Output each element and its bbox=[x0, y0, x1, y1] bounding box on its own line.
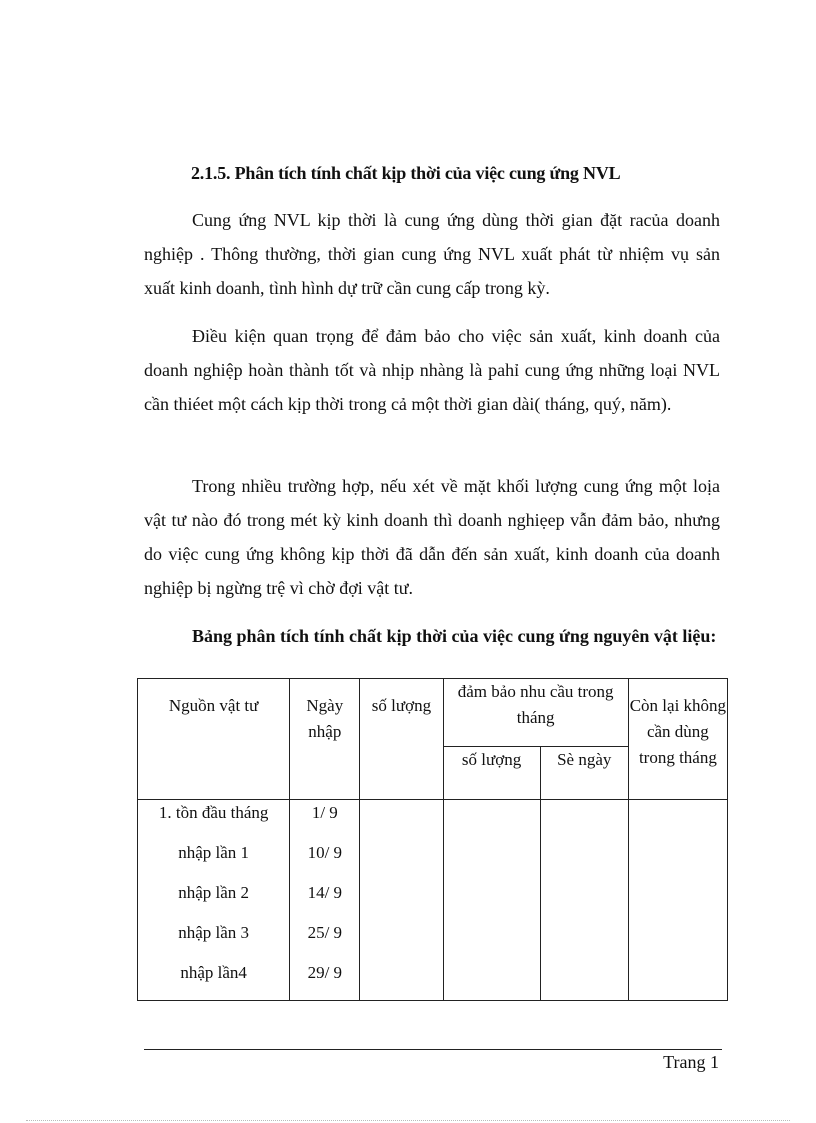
remaining-column bbox=[628, 800, 727, 1001]
paragraph-3: Trong nhiều trường hợp, nếu xét về mặt khối lượng cung ứng một loịa vật tư nào đó trong mét kỳ kinh doanh thì doanh nghiẹep vẫn đảm bảo, nhưng do việc cung ứng không kịp thời đã dẫn đến sản xuất, kinh doanh của doanh nghiệp bị ngừng trệ vì chờ đợi vật tư. bbox=[144, 476, 720, 598]
row-date-2: 10/ 9 bbox=[307, 843, 343, 862]
row-source-3: nhập lần 2 bbox=[178, 883, 250, 902]
paragraph-1: Cung ứng NVL kịp thời là cung ứng dùng thời gian đặt racủa doanh nghiệp . Thông thường, thời gian cung ứng NVL xuất phát từ nhiệm vụ sản xuất kinh doanh, tình hình dự trữ cần cung cấp trong kỳ. bbox=[144, 210, 720, 298]
section-heading: 2.1.5. Phân tích tính chất kịp thời của việc cung ứng NVL bbox=[191, 163, 621, 183]
row-source-2: nhập lần 1 bbox=[178, 843, 250, 862]
header-ensure-needs: đảm bảo nhu cầu trong tháng bbox=[443, 679, 628, 747]
source-column bbox=[138, 800, 290, 1001]
table-row bbox=[138, 800, 728, 1001]
supply-timeliness-table bbox=[137, 678, 728, 1001]
page-bottom-dotted-border bbox=[26, 1120, 790, 1121]
table-header-row bbox=[138, 679, 728, 747]
row-date-5: 29/ 9 bbox=[307, 963, 343, 982]
row-source-1: 1. tồn đầu tháng bbox=[158, 803, 269, 822]
header-date: Ngày nhập bbox=[290, 679, 360, 800]
header-source: Nguồn vật tư bbox=[138, 679, 290, 800]
sub-days-column bbox=[540, 800, 628, 1001]
row-date-4: 25/ 9 bbox=[307, 923, 343, 942]
footer-divider bbox=[144, 1049, 722, 1050]
row-date-1: 1/ 9 bbox=[311, 803, 338, 822]
table-caption: Bảng phân tích tính chất kịp thời của việc cung ứng nguyên vật liệu: bbox=[192, 626, 717, 646]
header-sub-quantity: số lượng bbox=[443, 747, 540, 800]
quantity-column bbox=[360, 800, 443, 1001]
page-number: Trang 1 bbox=[663, 1052, 719, 1072]
header-remaining: Còn lại không cần dùng trong tháng bbox=[628, 679, 727, 800]
sub-quantity-column bbox=[443, 800, 540, 1001]
row-source-5: nhập lần4 bbox=[180, 963, 247, 982]
paragraph-2: Điều kiện quan trọng để đảm bảo cho việc sản xuất, kinh doanh của doanh nghiệp hoàn thành tốt và nhịp nhàng là pahỉ cung ứng những loại NVL cần thiéet một cách kịp thời trong cả một thời gian dài( tháng, quý, năm). bbox=[144, 326, 720, 414]
header-sub-days: Sè ngày bbox=[540, 747, 628, 800]
row-source-4: nhập lần 3 bbox=[178, 923, 250, 942]
date-column bbox=[290, 800, 360, 1001]
row-date-3: 14/ 9 bbox=[307, 883, 343, 902]
header-quantity: số lượng bbox=[360, 679, 443, 800]
